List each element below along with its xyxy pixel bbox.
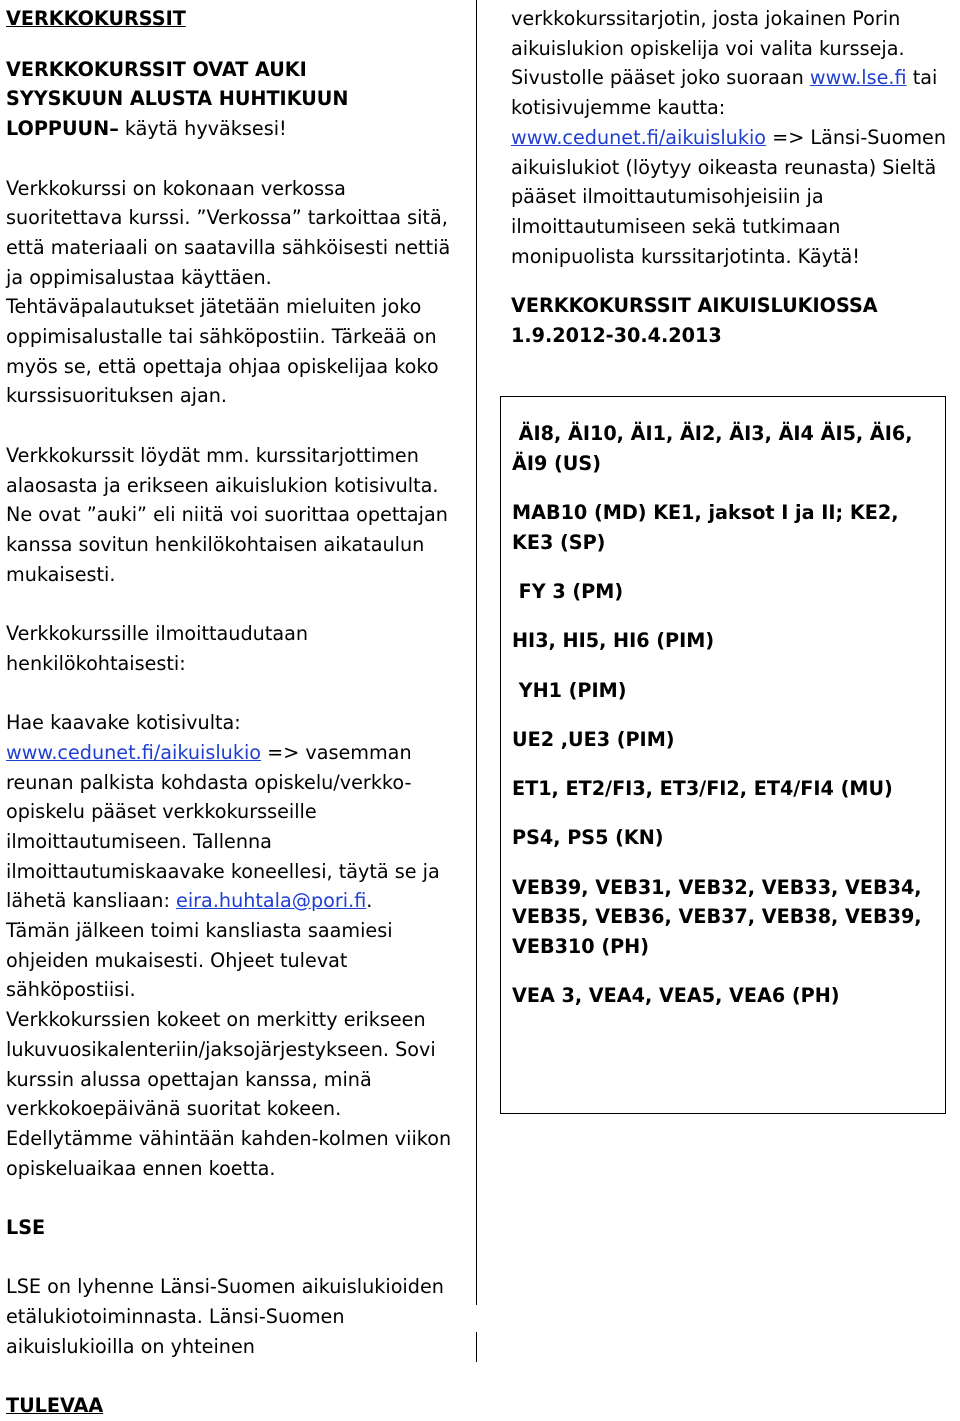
text-line: aikuislukioilla on yhteinen	[6, 1334, 255, 1358]
text-line: Verkkokurssi on kokonaan verkossa	[6, 176, 346, 200]
open-heading-bold: LOPPUUN–	[6, 117, 119, 141]
cedunet-link[interactable]: www.cedunet.fi/aikuislukio	[6, 740, 262, 764]
course-item: VEB35, VEB36, VEB37, VEB38, VEB39,	[512, 905, 922, 929]
text-line: Tehtäväpalautukset jätetään mieluiten joko	[6, 295, 422, 319]
course-item: HI3, HI5, HI6 (PIM)	[512, 629, 715, 653]
course-item: ÄI9 (US)	[512, 451, 601, 475]
instructions-paragraph	[6, 708, 468, 1183]
course-item: ET1, ET2/FI3, ET3/FI2, ET4/FI4 (MU)	[512, 777, 893, 801]
column-divider	[476, 0, 477, 1305]
text-line: monipuolista kurssitarjotinta. Käytä!	[511, 244, 861, 268]
text-line: suoritettava kurssi. ”Verkossa” tarkoittaa sitä,	[6, 206, 448, 230]
text-line: aikuislukiot (löytyy oikeasta reunasta) Sieltä	[511, 155, 937, 179]
lse-link[interactable]: www.lse.fi	[809, 66, 907, 90]
open-heading-line	[6, 114, 468, 144]
text-line: verkkokurssitarjotin, josta jokainen Porin	[511, 7, 901, 30]
text-line: kanssa sovitun henkilökohtaisen aikataulun	[6, 532, 425, 556]
text-line: kotisivujemme kautta:	[511, 96, 726, 120]
text-line: Verkkokurssit löydät mm. kurssitarjottimen	[6, 443, 419, 467]
course-item: UE2 ,UE3 (PIM)	[512, 727, 675, 751]
open-heading-line: VERKKOKURSSIT OVAT AUKI	[6, 57, 307, 81]
open-heading-rest: käytä hyväksesi!	[118, 117, 287, 141]
left-column	[6, 4, 468, 1421]
text-line: opiskelu pääset verkkokursseille	[6, 800, 317, 824]
course-item: MAB10 (MD) KE1, jaksot I ja II; KE2,	[512, 501, 899, 524]
course-item: ÄI8, ÄI10, ÄI1, ÄI2, ÄI3, ÄI4 ÄI5, ÄI6,	[512, 422, 913, 445]
course-item: FY 3 (PM)	[512, 580, 624, 603]
text-line: LSE on lyhenne Länsi-Suomen aikuislukioiden	[6, 1275, 444, 1299]
text-line: ja oppimisalustaa käyttäen.	[6, 265, 272, 289]
courses-heading: VERKKOKURSSIT AIKUISLUKIOSSA	[511, 294, 878, 318]
course-item: VEB39, VEB31, VEB32, VEB33, VEB34,	[512, 875, 922, 899]
course-list-box	[500, 396, 946, 1114]
lse-paragraph	[6, 1272, 468, 1361]
course-item: VEA 3, VEA4, VEA5, VEA6 (PH)	[512, 984, 840, 1008]
courses-heading: 1.9.2012-30.4.2013	[511, 324, 722, 348]
text-line: Hae kaavake kotisivulta:	[6, 711, 241, 735]
text-line: henkilökohtaisesti:	[6, 651, 186, 675]
send-suffix: .	[366, 889, 373, 913]
course-list	[512, 419, 937, 1011]
text-line: pääset ilmoittautumisohjeisiin ja	[511, 185, 824, 209]
course-item: YH1 (PIM)	[512, 678, 627, 702]
text-line: Verkkokurssien kokeet on merkitty erikseen	[6, 1008, 426, 1032]
text-line: Tämän jälkeen toimi kansliasta saamiesi	[6, 919, 393, 943]
text-line: alaosasta ja erikseen aikuislukion kotisivulta.	[6, 473, 439, 497]
text-line	[511, 123, 956, 153]
text-line: ilmoittautumiseen. Tallenna	[6, 829, 272, 853]
text-line: aikuislukion opiskelija voi valita kursseja.	[511, 36, 905, 60]
lse-heading: LSE	[6, 1216, 46, 1240]
course-item: PS4, PS5 (KN)	[512, 826, 664, 850]
find-courses-paragraph	[6, 441, 468, 590]
tulevaa-heading: TULEVAA	[6, 1394, 104, 1418]
email-link[interactable]: eira.huhtala@pori.fi	[176, 889, 367, 913]
intro-paragraph	[6, 174, 468, 412]
column-divider-lower	[476, 1332, 477, 1362]
course-item: VEB310 (PH)	[512, 935, 649, 959]
text-line: kurssin alussa opettajan kanssa, minä	[6, 1067, 372, 1091]
text-line: lukuvuosikalenteriin/jaksojärjestykseen. Sovi	[6, 1037, 436, 1061]
text-line: että materiaali on saatavilla sähköisesti nettiä	[6, 235, 451, 259]
text-line	[6, 738, 468, 768]
open-heading-line: SYYSKUUN ALUSTA HUHTIKUUN	[6, 87, 349, 111]
cedunet-link[interactable]: www.cedunet.fi/aikuislukio	[511, 125, 767, 149]
link-suffix: => vasemman	[261, 740, 412, 764]
text-line: etälukiotoiminnasta. Länsi-Suomen	[6, 1305, 345, 1329]
text-line: sähköpostiisi.	[6, 978, 136, 1002]
link-suffix: => Länsi-Suomen	[766, 125, 946, 149]
text-line: opiskeluaikaa ennen koetta.	[6, 1156, 276, 1180]
text-line: verkkokoepäivänä suoritat kokeen.	[6, 1097, 342, 1121]
course-item: KE3 (SP)	[512, 530, 606, 554]
site-prefix: Sivustolle pääset joko suoraan	[511, 66, 810, 90]
text-line: myös se, että opettaja ohjaa opiskelijaa koko	[6, 354, 439, 378]
text-line: Ne ovat ”auki” eli niitä voi suorittaa opettajan	[6, 503, 448, 527]
enrollment-paragraph	[6, 619, 468, 678]
site-suffix: tai	[906, 66, 938, 90]
text-line: mukaisesti.	[6, 562, 116, 586]
text-line: ohjeiden mukaisesti. Ohjeet tulevat	[6, 948, 348, 972]
text-line: reunan palkista kohdasta opiskelu/verkko-	[6, 770, 412, 794]
text-line: Verkkokurssille ilmoittaudutaan	[6, 622, 308, 646]
send-prefix: lähetä kansliaan:	[6, 889, 177, 913]
text-line	[511, 63, 956, 93]
page-title: VERKKOKURSSIT	[6, 7, 186, 30]
text-line: Edellytämme vähintään kahden-kolmen viikon	[6, 1126, 452, 1150]
right-column	[511, 4, 956, 351]
text-line: ilmoittautumiskaavake koneellesi, täytä se ja	[6, 859, 440, 883]
text-line: ilmoittautumiseen sekä tutkimaan	[511, 214, 841, 238]
text-line	[6, 886, 468, 916]
text-line: kurssisuorituksen ajan.	[6, 384, 227, 408]
text-line: oppimisalustalle tai sähköpostiin. Tärkeää on	[6, 325, 437, 349]
